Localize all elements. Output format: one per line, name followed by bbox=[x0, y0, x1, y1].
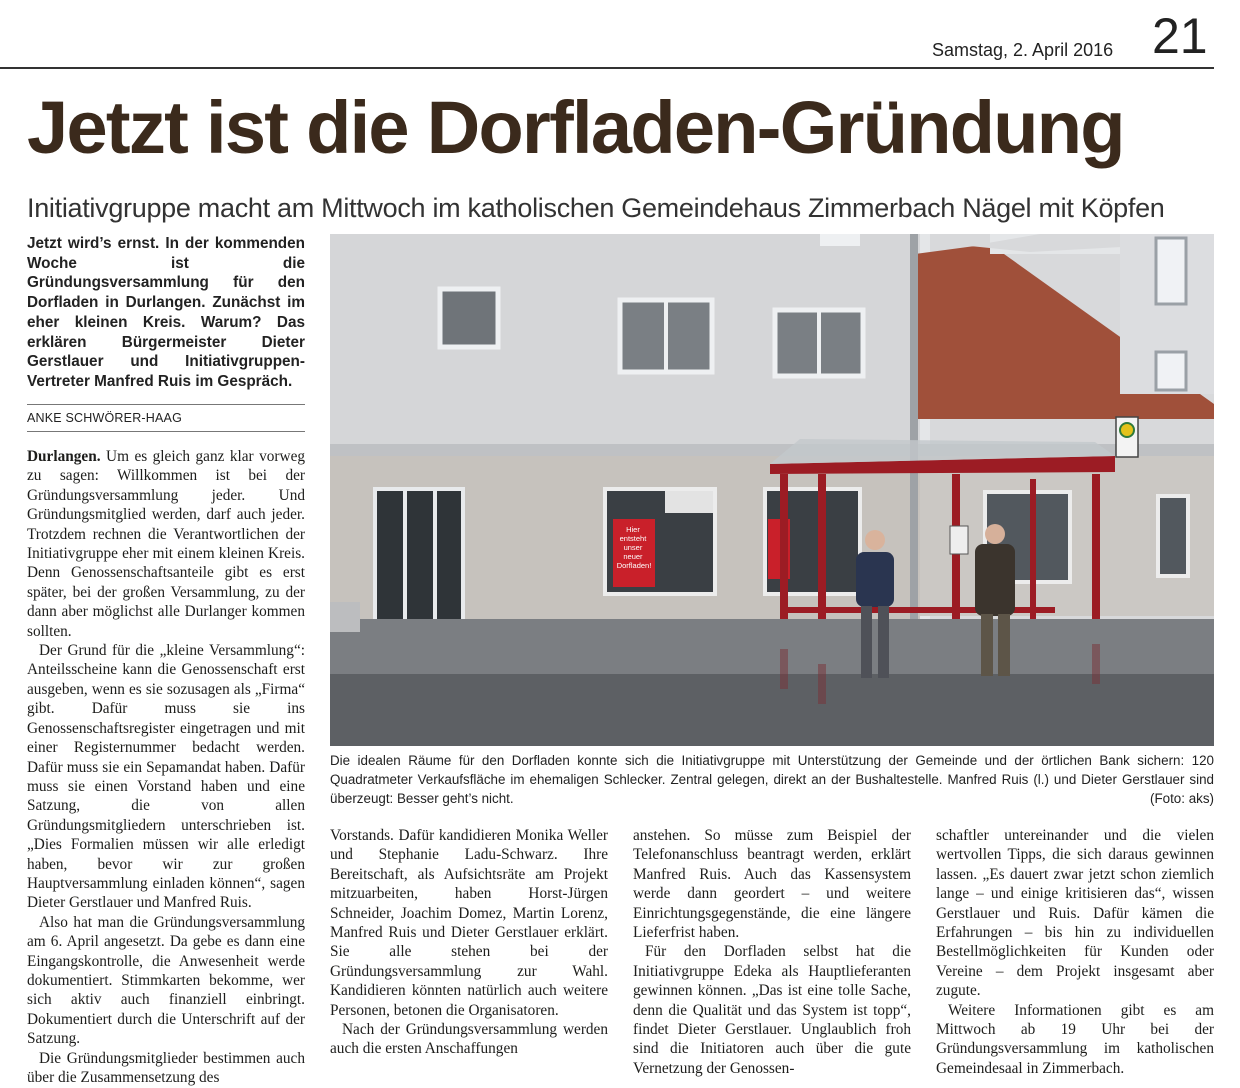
reflection bbox=[1092, 644, 1100, 684]
person-right-leg bbox=[981, 614, 993, 676]
article-paragraph: Vorstands. Dafür kandidieren Monika Weller und Stephanie Ladu-Schwarz. Ihre Bereitschaft, als Aufsichtsräte am Projekt mitzuarbeiten, haben Horst-Jürgen Schneider, Joachim Domez, Martin Lorenz, Manfred Ruis und Dieter Gerstlauer erklärt. Sie alle stehen bei der Gründungsversammlung zur Wahl. Kandidieren könnten natürlich auch weitere Personen, betonen die Organisatoren. bbox=[330, 827, 608, 1019]
article-column-3 bbox=[633, 826, 911, 1078]
subheadline: Initiativgruppe macht am Mittwoch im katholischen Gemeindehaus Zimmerbach Nägel mit Köpfen bbox=[27, 193, 1165, 223]
shop-window bbox=[1158, 496, 1188, 576]
lead-paragraph: Jetzt wird’s ernst. In der kommenden Woche ist die Gründungsversammlung für den Dorfladen in Durlangen. Zunächst im eher kleinen Kreis. Warum? Das erklären Bürgermeister Dieter Gerstlauer und Initiativgruppen-Vertreter Manfred Ruis im Gespräch. bbox=[27, 235, 305, 390]
article-paragraph: anstehen. So müsse zum Beispiel der Telefonanschluss beantragt werden, erklärt Manfred Ruis. Auch das Kassensystem werde dann geordert – und weitere Einrichtungsgegenstände, die eine längere Lieferfrist haben. bbox=[633, 827, 911, 942]
article-column-4 bbox=[936, 826, 1214, 1078]
person-right-head bbox=[985, 524, 1005, 544]
article-paragraph: schaftler untereinander und die vielen wertvollen Tipps, die sich daraus gewinnen lassen. „Es dauert zwar jetzt schon ziemlich lange – und einige kritisieren das“, wissen Gerstlauer und Ruis. Dafür kämen die Erfahrungen – bis hin zu individuellen Bestellmöglichkeiten für Kunden oder Vereine – dem Projekt insgesamt aber zugute. bbox=[936, 827, 1214, 1000]
top-window bbox=[820, 234, 860, 246]
headline: Jetzt ist die Dorfladen-Gründung bbox=[27, 86, 1124, 169]
glass-entrance-door bbox=[375, 489, 463, 629]
article-column-1 bbox=[27, 447, 305, 1087]
shelter-post bbox=[1092, 474, 1100, 644]
sidewalk-edge bbox=[330, 602, 360, 632]
person-right-leg bbox=[998, 614, 1010, 676]
notice-board bbox=[950, 526, 968, 554]
poster-text: Hier entsteht unser neuer Dorfladen! bbox=[616, 525, 652, 570]
header-divider bbox=[0, 67, 1214, 69]
upper-window bbox=[440, 289, 498, 347]
person-left-jacket bbox=[856, 552, 894, 607]
tower-window bbox=[1156, 238, 1186, 304]
author-byline: ANKE SCHWÖRER-HAAG bbox=[27, 411, 183, 425]
tower-window bbox=[1156, 352, 1186, 390]
window-vent bbox=[665, 491, 713, 513]
person-left-head bbox=[865, 530, 885, 550]
article-paragraph: Also hat man die Gründungsversammlung am 6. April angesetzt. Da gebe es dann eine Eingangskontrolle, die Anwesenheit werde dokumentiert. Stimmkarten bekomme, wer sich aktiv auch finanziell einbringt. Dokumentiert durch die Unterschrift auf der Satzung. bbox=[27, 913, 305, 1048]
storefront-photo-illustration bbox=[330, 234, 1214, 746]
article-paragraph bbox=[27, 447, 305, 641]
article-paragraph: Die Gründungsmitglieder bestimmen auch über die Zusammensetzung des bbox=[27, 1049, 305, 1086]
drainpipe bbox=[910, 234, 918, 619]
shelter-post bbox=[1030, 479, 1036, 629]
person-left-leg bbox=[861, 606, 872, 678]
article-paragraph: Weitere Informationen gibt es am Mittwoch ab 19 Uhr bei der Gründungsversammlung im katholischen Gemeindesaal in Zimmerbach. bbox=[936, 1001, 1214, 1077]
article-paragraph: Nach der Gründungsversammlung werden auch die ersten Anschaffungen bbox=[330, 1021, 608, 1058]
road bbox=[330, 674, 1214, 746]
bus-stop-symbol bbox=[1120, 423, 1134, 437]
shelter-post bbox=[952, 474, 960, 639]
issue-date: Samstag, 2. April 2016 bbox=[932, 40, 1114, 60]
reflection bbox=[818, 664, 826, 704]
person-left-leg bbox=[878, 606, 889, 678]
photo-caption: Die idealen Räume für den Dorfladen konnte sich die Initiativgruppe mit Unterstützung der Gemeinde und der örtlichen Bank sichern: 120 Quadratmeter Verkaufsfläche im ehemaligen Schlecker. Zentral gelegen, direkt an der Bushaltestelle. Manfred Ruis (l.) und Dieter Gerstlauer sind überzeugt: Besser geht’s nicht. bbox=[330, 753, 1214, 806]
page-number: 21 bbox=[1152, 8, 1208, 64]
dateline: Durlangen. bbox=[27, 448, 101, 465]
article-paragraph: Der Grund für die „kleine Versammlung“: Anteilsscheine kann die Genossenschaft erst ausgeben, wenn es sie sozusagen als „Firma“ gibt. Dafür muss sie ins Genossenschaftsregister eingetragen und mit einer Registernummer bedacht werden. Dafür muss sie ein Sepamandat haben. Dafür muss sie einen Vorstand haben und eine Satzung, die von allen Gründungsmitgliedern unterschrieben ist. „Dies Formalien müssen wir alle erledigt haben, bevor wir zur großen Hauptversammlung einladen können“, sagen Dieter Gerstlauer und Manfred Ruis. bbox=[27, 642, 305, 912]
person-right-coat bbox=[975, 544, 1015, 616]
article-photo bbox=[330, 234, 1214, 746]
paragraph-text: Um es gleich ganz klar vorweg zu sagen: Willkommen ist bei der Gründungsversammlung jeder. Und Gründungsmitglied werden, darf auch jeder. Trotzdem rechnen die Verantwortlichen der Initiativgruppe eher mit einem kleinen Kreis. Denn Genossenschaftsanteile gibt es erst später, bei der großen Versammlung, zu der dann aber möglichst alle Durlanger kommen sollten. bbox=[27, 448, 306, 640]
article-column-2 bbox=[330, 826, 608, 1059]
author-divider-bottom bbox=[27, 431, 305, 432]
reflection bbox=[780, 649, 788, 689]
author-divider-top bbox=[27, 404, 305, 405]
photo-credit: (Foto: aks) bbox=[1150, 791, 1214, 806]
article-paragraph: Für den Dorfladen selbst hat die Initiativgruppe Edeka als Hauptlieferanten gewinnen können. „Das ist eine tolle Sache, denn die Qualität und das System ist topp“, findet Dieter Gerstlauer. Unglaublich froh sind die Initiatoren auch über die gute Vernetzung der Genossen- bbox=[633, 943, 911, 1077]
